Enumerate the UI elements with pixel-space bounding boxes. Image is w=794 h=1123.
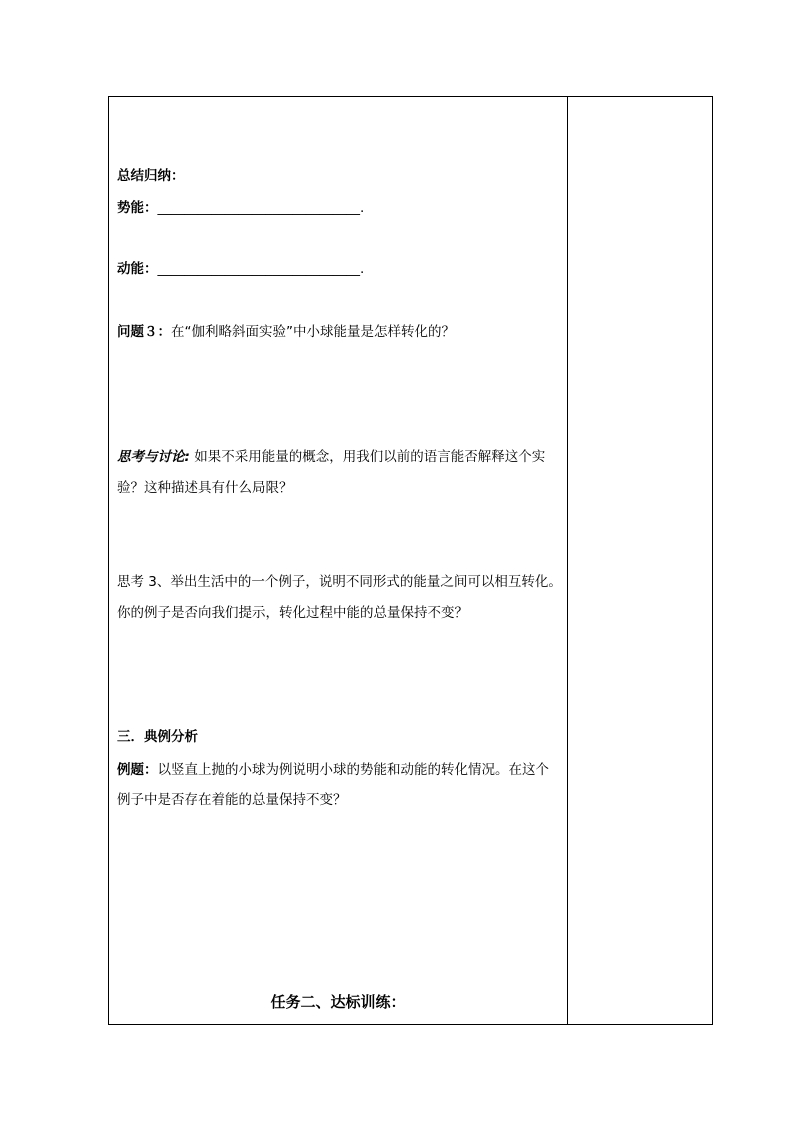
question-3-text: 在“伽利略斜面实验”中小球能量是怎样转化的？ (171, 324, 455, 340)
discussion-line-2: 验？这种描述具有什么局限？ (117, 480, 293, 496)
kinetic-energy-label: 动能： (117, 261, 158, 277)
task-2-title: 任务二、达标训练： (270, 993, 406, 1011)
think-3-line-1: 思考 3、举出生活中的一个例子，说明不同形式的能量之间可以相互转化。 (117, 574, 562, 590)
discussion-text-1: 如果不采用能量的概念，用我们以前的语言能否解释这个实 (189, 449, 546, 465)
example-line-1 (117, 761, 549, 779)
example-text-1: 以竖直上抛的小球为例说明小球的势能和动能的转化情况。在这个 (157, 762, 549, 778)
potential-energy-line (117, 199, 364, 217)
discussion-label: 思考与讨论: (117, 449, 190, 465)
main-content-cell (109, 97, 567, 1024)
example-line-2: 例子中是否存在着能的总量保持不变？ (117, 792, 347, 808)
notes-cell (568, 97, 712, 1024)
discussion-line-1 (117, 448, 545, 466)
kinetic-energy-blank[interactable]: ______________________________. (157, 261, 365, 277)
think-3-line-2: 你的例子是否向我们提示，转化过程中能的总量保持不变？ (117, 605, 468, 621)
question-3 (117, 323, 455, 341)
summary-heading: 总结归纳： (117, 168, 185, 184)
example-label: 例题： (117, 762, 158, 778)
potential-energy-label: 势能： (117, 200, 158, 216)
question-3-label: 问题３： (117, 324, 171, 340)
worksheet-table (108, 96, 713, 1025)
kinetic-energy-line (117, 260, 364, 278)
potential-energy-blank[interactable]: ______________________________. (157, 200, 365, 216)
section-3-heading: 三．典例分析 (117, 729, 198, 745)
